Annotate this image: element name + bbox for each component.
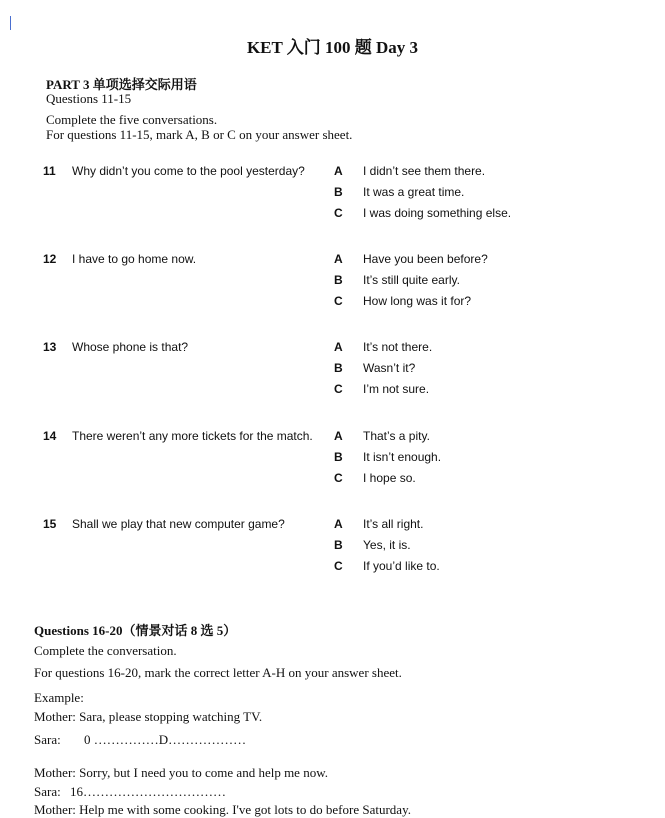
option-b: B It isn’t enough.	[334, 450, 442, 464]
example-mother-line: Mother: Sara, please stopping watching TV.	[34, 709, 263, 724]
speaker-label: Sara:	[34, 732, 61, 747]
option-c: C I’m not sure.	[334, 382, 430, 396]
option-c: C I was doing something else.	[334, 206, 512, 220]
option-a: A That’s a pity.	[334, 429, 430, 443]
example-sara-line	[34, 732, 246, 748]
section2-line-2: For questions 16-20, mark the correct letter A-H on your answer sheet.	[34, 665, 402, 680]
option-a: A Have you been before?	[334, 252, 488, 266]
question-number: 13	[43, 340, 57, 354]
option-b: B It’s still quite early.	[334, 273, 460, 287]
option-b: B It was a great time.	[334, 185, 465, 199]
example-label: Example:	[34, 690, 84, 705]
option-b: B Yes, it is.	[334, 538, 411, 552]
option-a: A It’s not there.	[334, 340, 433, 354]
answer-blank-16: 16……………………………	[70, 784, 226, 799]
part3-range: Questions 11-15	[46, 91, 132, 106]
section2-heading: Questions 16-20（情景对话 8 选 5）	[34, 623, 237, 638]
option-a: A I didn’t see them there.	[334, 164, 486, 178]
question-number: 15	[43, 517, 57, 531]
mother-line-2: Mother: Sorry, but I need you to come and help me now.	[34, 765, 328, 780]
page-title: KET 入门 100 题 Day 3	[246, 38, 419, 57]
part3-instruction-2: For questions 11-15, mark A, B or C on your answer sheet.	[46, 127, 353, 142]
option-a: A It’s all right.	[334, 517, 424, 531]
text-cursor	[10, 16, 11, 30]
question-number: 11	[43, 164, 56, 178]
question-stem: Whose phone is that?	[72, 340, 189, 354]
question-number: 12	[43, 252, 57, 266]
mother-line-3: Mother: Help me with some cooking. I've got lots to do before Saturday.	[34, 802, 411, 817]
part3-heading: PART 3 单项选择交际用语	[46, 77, 197, 92]
option-c: C If you’d like to.	[334, 559, 440, 573]
question-stem: There weren’t any more tickets for the match.	[72, 429, 313, 443]
question-stem: Shall we play that new computer game?	[72, 517, 285, 531]
part3-instruction-1: Complete the five conversations.	[46, 112, 218, 127]
question-stem: Why didn’t you come to the pool yesterday?	[72, 164, 305, 178]
question-number: 14	[43, 429, 57, 443]
option-b: B Wasn’t it?	[334, 361, 416, 375]
example-answer-blank: 0 ……………D………………	[84, 732, 247, 747]
section2-line-1: Complete the conversation.	[34, 643, 177, 658]
question-stem: I have to go home now.	[72, 252, 197, 266]
option-c: C I hope so.	[334, 471, 416, 485]
speaker-label: Sara:	[34, 784, 61, 799]
sara-line-2	[34, 784, 226, 800]
option-c: C How long was it for?	[334, 294, 472, 308]
